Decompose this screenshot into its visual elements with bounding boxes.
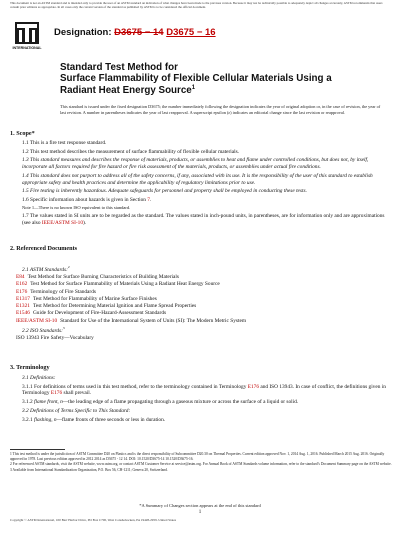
paragraph-1-5: 1.5 Fire testing is inherently hazardous. Adequate safeguards for personnel and property shall be employed in conducting these tests. (22, 188, 307, 195)
paragraph-1-2: 1.2 This test method describes the measurement of surface flammability of flexible cellular materials. (22, 148, 239, 155)
footnote-1: 1 This test method is under the jurisdiction of ASTM Committee D20 on Plastics and is the direct responsibility of Subcommittee D20.30 on Thermal Properties. Current edition approved Nov. 1, 2014 Aug. 1, 2016. Published March 2015 Aug. 2016. Originally approved in 1978. Last previous edition approved in 2012 2014 as D3675 - 12 14. DOI: 10.1520/D3675-14 10.1520/D3675-16. (10, 452, 385, 461)
footnote-2: 2 For referenced ASTM standards, visit the ASTM website, www.astm.org, or contact ASTM Customer Service at service@astm.org. For Annual Book of ASTM Standards volume information, refer to the standard’s Document Summary page on the ASTM website. (10, 462, 392, 466)
reference-item[interactable]: E176 Terminology of Fire Standards (16, 288, 96, 295)
reference-item[interactable]: E1546 Guide for Development of Fire-Hazard-Assessment Standards (16, 310, 167, 317)
title-line-3: Radiant Heat Energy Source (60, 84, 192, 96)
paragraph-1-1: 1.1 This is a fire test response standard. (22, 140, 107, 146)
paragraph-1-7: 1.7 The values stated in SI units are to be regarded as the standard. The values stated in inch-pound units, in parentheses, are for information only and are approximations (see also IEEE/ASTM SI-10). (22, 213, 385, 227)
section-heading-scope: 1. Scope* (10, 130, 35, 137)
ieee-si10-link[interactable]: IEEE/ASTM SI-10 (41, 220, 84, 227)
paragraph-3-1-1: 3.1.1 For definitions of terms used in this test method, refer to the terminology contained in Terminology E176 and ISO 13943. In case of conflict, the definitions given in Terminology E176 shall prevail. (22, 383, 386, 397)
astm-standards-label: 2.1 ASTM Standards:$^2$ (22, 265, 70, 273)
paragraph-3-2: 3.2 Definitions of Terms Specific to This Standard: (22, 407, 131, 414)
e176-link[interactable]: E176 (50, 390, 63, 397)
reference-item[interactable]: E1317 Test Method for Flammability of Marine Surface Finishes (16, 295, 157, 302)
footnote-3: 3 Available from International Standardization Organization, P.O. Box 56, CH-1211; Geneva 20, Switzerland. (10, 467, 168, 472)
terminology-section (10, 375, 392, 423)
referenced-documents (10, 264, 392, 342)
paragraph-3-2-1: 3.2.1 flashing, n—flame fronts of three seconds or less in duration. (22, 416, 166, 423)
reference-item[interactable]: E162 Test Method for Surface Flammability of Materials Using a Radiant Heat Energy Source (16, 281, 220, 288)
reference-item[interactable]: E84 Test Method for Surface Burning Characteristics of Building Materials (16, 274, 179, 281)
note-1: Note 1—There is no known ISO equivalent to this standard. (22, 204, 131, 210)
designation-old: D3675 − 14 (114, 27, 164, 38)
issuance-statement: This standard is issued under the fixed designation D3675; the number immediately following the designation indicates the year of original adoption or, in the case of revision, the year of last revision. A number in parentheses indicates the year of last reapproval. A superscript epsilon (ε) indicates an editorial change since the last revision or reapproval. (60, 104, 381, 115)
copyright-line: Copyright © ASTM International, 100 Barr Harbor Drive, PO Box C700, West Conshohocken, PA 19428-2959. United States (10, 518, 177, 522)
iso-standards-label: 2.2 ISO Standards:$^3$ (22, 325, 65, 334)
summary-of-changes-note: *A Summary of Changes section appears at the end of this standard (139, 503, 261, 508)
disclaimer-notice: This document is not an ASTM standard and is intended only to provide the user of an ASTM standard an indication of what changes have been made to the previous version. Because it may not be technically possible to adequately depict all changes accurately, ASTM recommends that users consult prior editions as appropriate. In all cases only the current version of the standard as published by ASTM is to be considered the official document. (10, 1, 383, 9)
section-heading-references: 2. Referenced Documents (10, 245, 78, 252)
paragraph-3-1: 3.1 Definitions: (22, 375, 56, 381)
paragraph-1-6: 1.6 Specific information about hazards is given in Section 7. (22, 196, 152, 203)
section-7-link[interactable]: 7 (147, 196, 150, 203)
iso-reference-item: ISO 13943 Fire Safety—Vocabulary (16, 334, 94, 341)
title-line-2: Surface Flammability of Flexible Cellular Materials Using a (60, 73, 332, 85)
section-heading-terminology: 3. Terminology (10, 364, 50, 371)
paragraph-3-1-2: 3.1.2 flame front, n—the leading edge of a flame propagating through a gaseous mixture or across the surface of a liquid or solid. (22, 399, 299, 406)
reference-item[interactable]: E1321 Test Method for Determining Material Ignition and Flame Spread Properties (16, 303, 197, 310)
designation (54, 27, 216, 38)
title-footnote-mark: 1 (191, 84, 196, 91)
designation-new: D3675 − 16 (166, 27, 216, 38)
scope-section (10, 140, 392, 227)
reference-item[interactable]: IEEE/ASTM SI-10 Standard for Use of the International System of Units (SI): The Modern Metric System (16, 317, 246, 324)
astm-logo (10, 19, 44, 53)
footnotes (10, 452, 392, 472)
title-line-1: Standard Test Method for (60, 62, 178, 73)
paragraph-1-4: 1.4 This standard does not purport to address all of the safety concerns, if any, associated with its use. It is the responsibility of the user of this standard to establish appropriate safety and health practices and determine the applicability of regulatory limitations prior to use. (22, 172, 373, 186)
footnote-divider (10, 449, 65, 450)
paragraph-1-3: 1.3 This standard measures and describes the response of materials, products, or assemblies to heat and flame under controlled conditions, but does not, by itself, incorporate all factors required for fire hazard or fire risk assessment of the materials, products, or assemblies under actual fire conditions. (22, 157, 369, 171)
page-number: 1 (198, 510, 202, 515)
document-title (60, 62, 360, 96)
designation-label: Designation: (54, 27, 112, 38)
e176-link[interactable]: E176 (247, 383, 259, 390)
logo-caption: INTERNATIONAL (12, 46, 42, 50)
